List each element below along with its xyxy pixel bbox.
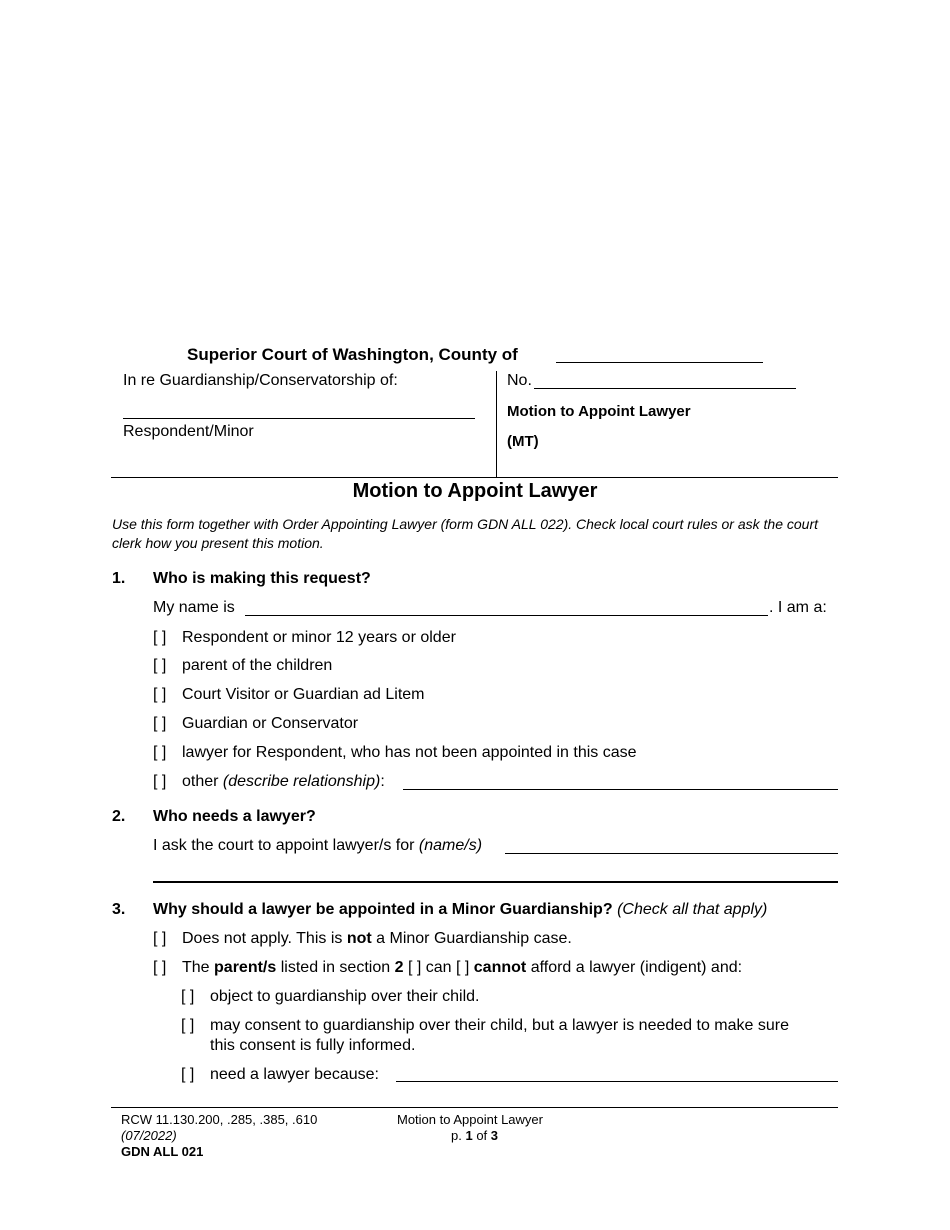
na-text-bold: not [346,930,372,947]
option-label: Court Visitor or Guardian ad Litem [182,686,425,703]
option-not-applicable[interactable] [153,929,572,949]
need-lawyer-label: need a lawyer because: [210,1066,379,1083]
respondent-name-blank[interactable] [123,418,475,419]
option-court-visitor[interactable] [153,685,424,705]
county-blank[interactable] [556,362,763,363]
checkbox[interactable]: [ ] [153,629,167,646]
can-checkbox[interactable]: [ ] [407,959,422,976]
checkbox[interactable]: [ ] [153,930,167,947]
option-label: Guardian or Conservator [182,715,359,732]
footer-page [451,1128,498,1144]
option-parent-indigent[interactable] [153,958,742,978]
other-colon: : [380,773,385,790]
page-number: 1 [465,1128,473,1143]
option-label: Respondent or minor 12 years or older [182,629,456,646]
checkbox[interactable]: [ ] [153,773,167,790]
footer-date: (07/2022) [121,1128,177,1143]
object-label: object to guardianship over their child. [210,988,480,1005]
section-3-heading-text: Why should a lawyer be appointed in a Minor Guardianship? [153,901,613,918]
section-3-heading [153,900,767,920]
page-title: Motion to Appoint Lawyer [352,480,598,502]
checkbox[interactable]: [ ] [153,959,167,976]
footer-rule [111,1107,838,1108]
checkbox[interactable]: [ ] [153,657,167,674]
parent-section-ref: 2 [394,959,404,976]
footer-title: Motion to Appoint Lawyer [397,1112,543,1127]
parent-cannot: cannot [473,959,527,976]
section-1-heading: Who is making this request? [153,570,371,587]
court-heading: Superior Court of Washington, County of [187,345,518,364]
checkbox[interactable]: [ ] [153,744,167,761]
caption-doc-title: Motion to Appoint Lawyer [507,403,691,420]
parent-afford: afford a lawyer (indigent) and: [530,959,743,976]
appoint-text: I ask the court to appoint lawyer/s for [153,837,415,854]
checkbox[interactable]: [ ] [181,988,195,1005]
caption-bottom-rule [111,477,838,478]
parent-listed: listed in section [280,959,391,976]
name-prefix: My name is [153,599,235,616]
page-p: p. [451,1128,462,1143]
need-lawyer-blank[interactable] [396,1081,838,1082]
option-guardian[interactable] [153,714,358,734]
appoint-hint: (name/s) [418,837,483,854]
parent-the: The [182,959,210,976]
case-number-label: No. [507,372,532,389]
section-2-heading: Who needs a lawyer? [153,808,316,825]
consent-label-line1: may consent to guardianship over their child, but a lawyer is needed to make sure [210,1017,789,1034]
option-label: lawyer for Respondent, who has not been appointed in this case [182,744,637,761]
checkbox[interactable]: [ ] [153,686,167,703]
names-blank-1[interactable] [505,853,838,854]
appoint-for-row [153,836,482,856]
case-number-blank[interactable] [534,388,796,389]
other-hint: (describe relationship) [222,773,381,790]
option-object[interactable] [181,987,480,1007]
option-need-lawyer[interactable] [181,1065,379,1085]
option-consent[interactable] [181,1016,789,1036]
option-other[interactable] [153,772,385,792]
option-label: parent of the children [182,657,333,674]
name-blank[interactable] [245,615,768,616]
caption-divider [496,371,497,477]
checkbox[interactable]: [ ] [181,1066,195,1083]
option-label: other [182,773,219,790]
section-3-number: 3. [112,901,126,918]
respondent-label: Respondent/Minor [123,423,254,440]
caption-doc-code: (MT) [507,433,539,450]
page-of: of [476,1128,488,1143]
option-respondent[interactable] [153,628,456,648]
parent-bold: parent/s [214,959,277,976]
name-suffix: . I am a: [769,599,827,616]
footer-form-id: GDN ALL 021 [121,1144,204,1159]
section-2-number: 2. [112,808,126,825]
names-blank-2[interactable] [153,881,838,883]
checkbox[interactable]: [ ] [153,715,167,732]
other-relationship-blank[interactable] [403,789,838,790]
cannot-checkbox[interactable]: [ ] [455,959,470,976]
section-1-number: 1. [112,570,126,587]
checkbox[interactable]: [ ] [181,1017,195,1034]
name-row [153,598,235,618]
intro-text: Use this form together with Order Appointing Lawyer (form GDN ALL 022). Check local court rules or ask the court clerk how you present this motion. [112,516,819,551]
consent-label-line2: this consent is fully informed. [210,1037,416,1054]
option-parent[interactable] [153,656,332,676]
page-total: 3 [490,1128,499,1143]
section-3-heading-hint: (Check all that apply) [617,901,768,918]
na-text-post: a Minor Guardianship case. [376,930,572,947]
option-lawyer[interactable] [153,743,637,763]
parent-can: can [425,959,452,976]
na-text-pre: Does not apply. This is [182,930,343,947]
footer-rcw: RCW 11.130.200, .285, .385, .610 [121,1112,318,1127]
case-label: In re Guardianship/Conservatorship of: [123,372,398,389]
